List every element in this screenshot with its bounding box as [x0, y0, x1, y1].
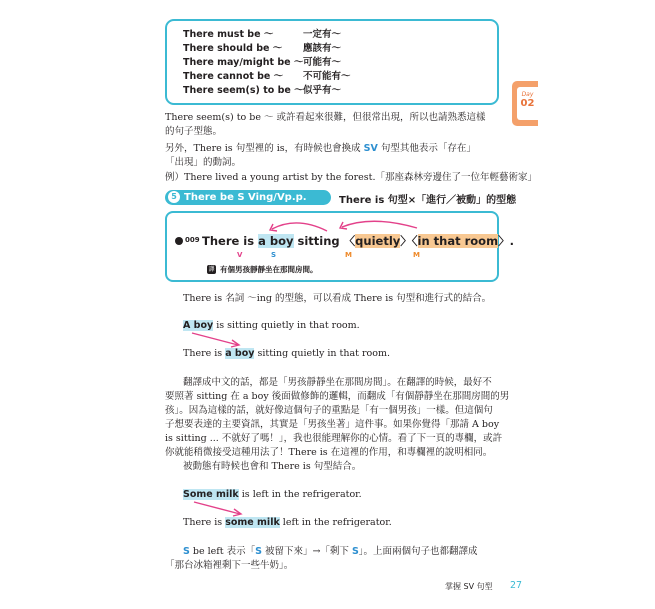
bracket: 〈 [343, 234, 356, 248]
subject-highlight: Some milk [183, 489, 239, 500]
text-run: sitting quietly in that room. [254, 348, 391, 359]
day-tab [512, 81, 538, 126]
paragraph-line: 「那台冰箱裡剩下一些牛奶」。 [165, 560, 294, 571]
subject-marker: S [271, 251, 277, 259]
text-run: 句型其他表示「存在」 [377, 143, 476, 154]
pattern-en: There seem(s) to be ～ [183, 85, 304, 96]
day-number: 02 [520, 98, 535, 109]
subject-highlight: A boy [183, 320, 214, 331]
paragraph-line: 你就能稍微接受這種用法了！There is 在這裡的作用，和專欄裡的說明相同。 [165, 447, 493, 458]
day-tab-inner [517, 87, 538, 120]
paragraph-line [165, 142, 476, 156]
text-run: is left in the refrigerator. [238, 489, 362, 500]
s-marker: S [351, 546, 359, 557]
audio-icon[interactable] [175, 237, 183, 245]
paragraph-line: 「出現」的動詞。 [165, 157, 242, 168]
subject-highlight: some milk [225, 517, 280, 528]
example-sentence [183, 320, 360, 331]
text-run: There is [183, 517, 226, 528]
section-number: 5 [168, 191, 180, 203]
pattern-en: There cannot be ～ [183, 71, 284, 82]
modifier-highlight: quietly [355, 234, 401, 248]
section-title: There be S Ving/Vp.p. [184, 192, 307, 203]
arrow-curve [342, 221, 417, 228]
pattern-en: There should be ～ [183, 43, 283, 54]
paragraph-line: 要照著 sitting 在 a boy 後面做修飾的邏輯，而翻成「有個靜靜坐在那間房間的男 [165, 391, 510, 402]
example-sentence: 例）There lived a young artist by the forest.「那座森林旁邊住了一位年輕藝術家」 [165, 172, 537, 183]
bracket: 〉. [498, 234, 514, 248]
pattern-en: There must be ～ [183, 29, 274, 40]
pattern-zh: 似乎有～ [303, 85, 342, 96]
subject-highlight: a boy [225, 348, 255, 359]
footer-chapter-label: 掌握 SV 句型 [445, 582, 493, 591]
s-marker: S [255, 546, 262, 557]
verb-marker: V [237, 251, 243, 259]
pattern-zh: 應該有～ [303, 43, 342, 54]
paragraph-line: There is 名詞 ～ing 的型態，可以看成 There is 句型和進行式的結合。 [183, 293, 492, 304]
example-sentence [183, 517, 392, 528]
text-run: 」。上面兩個句子也都翻譯成 [358, 546, 478, 557]
pattern-en: There may/might be ～ [183, 57, 304, 68]
paragraph-line: is sitting ... 不就好了嗎！」，我也很能理解你的心情。看了下一頁的專欄，或許 [165, 433, 503, 444]
translation-badge: 譯 [208, 266, 215, 273]
text-run: be left 表示「 [189, 546, 256, 557]
page-number: 27 [510, 580, 523, 591]
text-run: left in the refrigerator. [279, 517, 392, 528]
day-label: Day [521, 91, 534, 98]
text-run: There is [202, 234, 259, 248]
pattern-zh: 不可能有～ [303, 71, 351, 82]
text-run: 被留下來」→「剩下 [261, 546, 352, 557]
text-run: sitting [293, 234, 344, 248]
modifier-highlight: in that room [417, 234, 499, 248]
section-header [165, 190, 331, 205]
section-subtitle: There is 句型×「進行／被動」的型態 [339, 195, 517, 206]
audio-track-number: 009 [185, 236, 200, 244]
example-box [165, 211, 514, 282]
translation-text: 有個男孩靜靜坐在那間房間。 [220, 265, 318, 274]
paragraph-line: 的句子型態。 [165, 126, 223, 137]
arrow-curve [272, 223, 327, 231]
pattern-zh: 可能有～ [303, 57, 342, 68]
paragraph-line: 翻譯成中文的話，都是「男孩靜靜坐在那間房間」。在翻譯的時候，最好不 [183, 377, 492, 388]
patterns-box [165, 19, 499, 105]
paragraph-line [183, 545, 478, 559]
sv-marker: SV [363, 143, 378, 154]
text-run: is sitting quietly in that room. [213, 320, 360, 331]
paragraph-line: 被動態有時候也會和 There is 句型結合。 [183, 461, 362, 472]
bracket: 〉〈 [400, 234, 418, 248]
example-sentence [183, 489, 362, 500]
text-run: There is [183, 348, 226, 359]
text-run: 另外，There is 句型裡的 is，有時候也會換成 [165, 143, 364, 154]
paragraph-line: 孩」。因為這樣的話，就好像這個句子的重點是「有一個男孩」一樣。但這個句 [165, 405, 493, 416]
paragraph-line: 子想要表達的主要資訊，其實是「男孩坐著」這件事。如果你覺得「那請 A boy [165, 419, 500, 430]
subject-highlight: a boy [258, 234, 294, 248]
example-sentence [183, 348, 390, 359]
modifier-marker: M [345, 251, 352, 259]
modifier-marker: M [413, 251, 420, 259]
example-sentence [202, 233, 514, 249]
pattern-zh: 一定有～ [303, 29, 342, 40]
s-marker: S [183, 546, 190, 557]
paragraph-line: There seem(s) to be ～ 或許看起來很難，但很常出現，所以也請熟悉這樣 [165, 112, 486, 123]
